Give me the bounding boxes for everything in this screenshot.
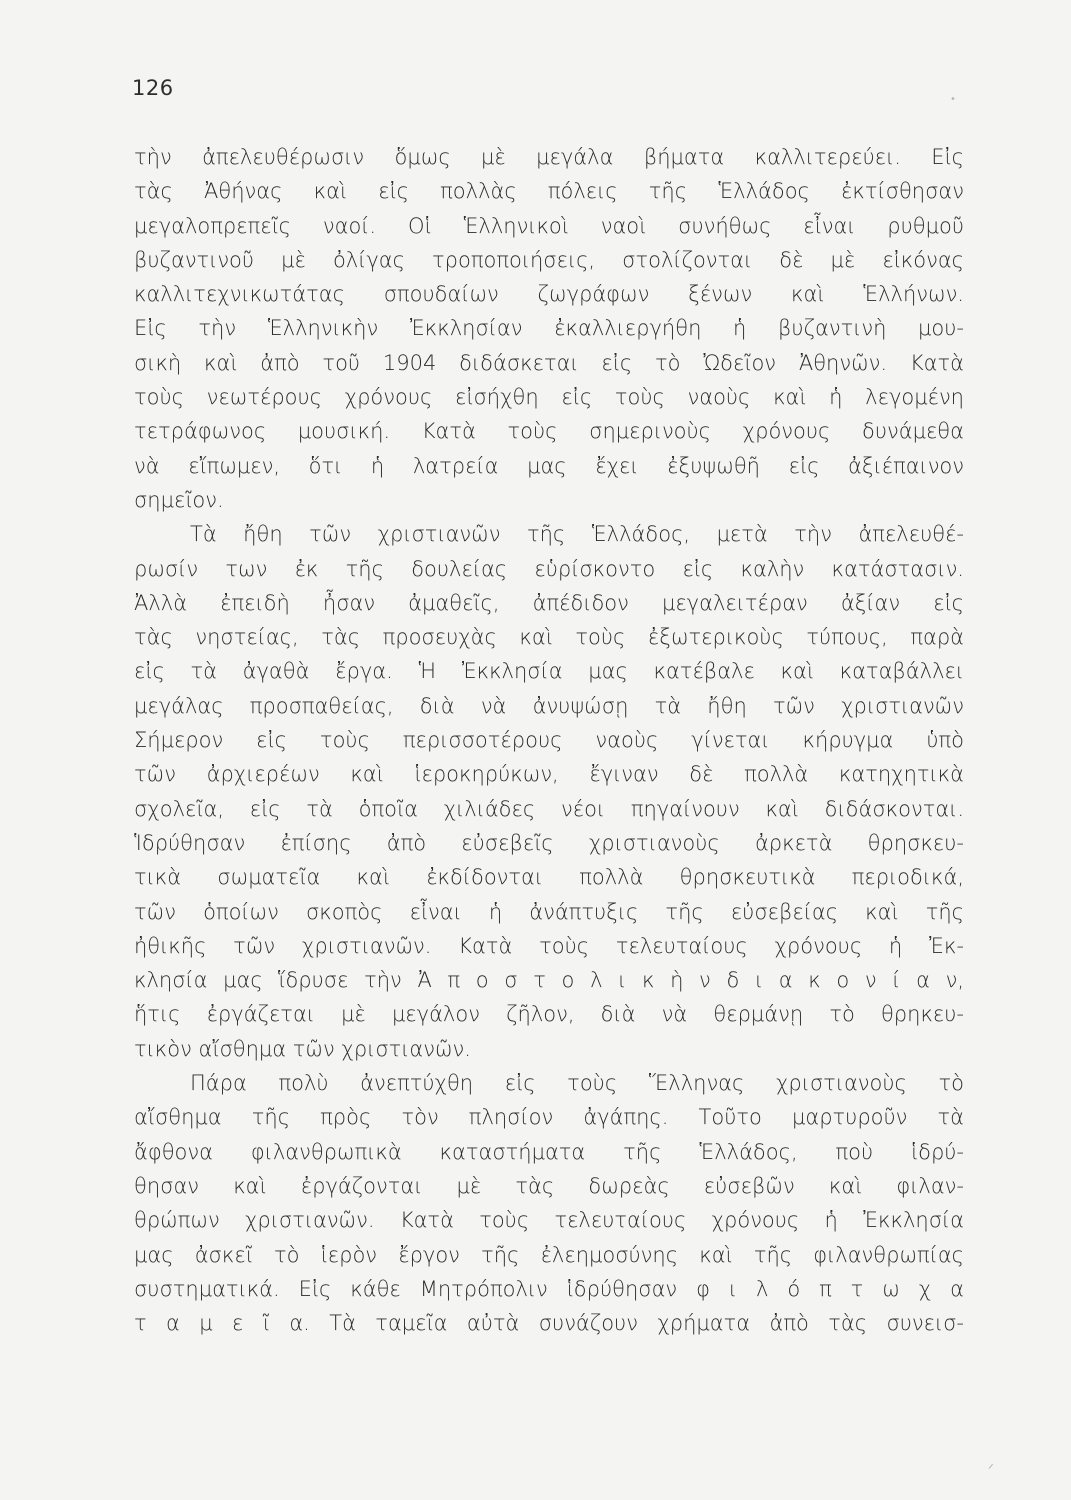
text-line: ἠθικῆς τῶν χριστιανῶν. Κατὰ τοὺς τελευταίους χρόνους ἡ Ἐκ- bbox=[134, 933, 964, 958]
text-line: ρωσίν των ἐκ τῆς δουλείας εὑρίσκοντο εἰς καλὴν κατάστασιν. bbox=[134, 556, 964, 581]
text-line: τικὸν αἴσθημα τῶν χριστιανῶν. bbox=[134, 1036, 471, 1061]
text-line: σικὴ καὶ ἀπὸ τοῦ 1904 διδάσκεται εἰς τὸ Ὠδεῖον Ἀθηνῶν. Κατὰ bbox=[134, 350, 964, 375]
text-line: Ἱδρύθησαν ἐπίσης ἀπὸ εὐσεβεῖς χριστιανοὺς ἀρκετὰ θρησκευ- bbox=[134, 830, 964, 855]
text-line: ἄφθονα φιλανθρωπικὰ καταστήματα τῆς Ἑλλάδος, ποὺ ἱδρύ- bbox=[134, 1139, 964, 1164]
text-line: σχολεῖα, εἰς τὰ ὁποῖα χιλιάδες νέοι πηγαίνουν καὶ διδάσκονται. bbox=[134, 796, 964, 821]
text-line: αἴσθημα τῆς πρὸς τὸν πλησίον ἀγάπης. Τοῦτο μαρτυροῦν τὰ bbox=[134, 1105, 964, 1130]
text-line: τ α μ ε ῖ α. Τὰ ταμεῖα αὐτὰ συνάζουν χρήματα ἀπὸ τὰς συνεισ- bbox=[134, 1311, 964, 1336]
text-line: μεγαλοπρεπεῖς ναοί. Οἱ Ἑλληνικοὶ ναοὶ συνήθως εἶναι ρυθμοῦ bbox=[134, 213, 964, 238]
text-line: κλησία μας ἵδρυσε τὴν Ἀ π ο σ τ ο λ ι κ ὴ ν δ ι α κ ο ν ί α ν, bbox=[134, 968, 964, 993]
text-line: βυζαντινοῦ μὲ ὀλίγας τροποποιήσεις, στολίζονται δὲ μὲ εἰκόνας bbox=[134, 247, 964, 272]
text-line: θρώπων χριστιανῶν. Κατὰ τοὺς τελευταίους χρόνους ἡ Ἐκκλησία bbox=[134, 1208, 964, 1233]
text-line: μεγάλας προσπαθείας, διὰ νὰ ἀνυψώσῃ τὰ ἤθη τῶν χριστιανῶν bbox=[134, 693, 964, 718]
page-number: 126 bbox=[132, 76, 174, 100]
text-line: τῶν ὁποίων σκοπὸς εἶναι ἡ ἀνάπτυξις τῆς εὐσεβείας καὶ τῆς bbox=[134, 899, 964, 924]
text-line: Εἰς τὴν Ἑλληνικὴν Ἐκκλησίαν ἐκαλλιεργήθη ἡ βυζαντινὴ μου- bbox=[134, 316, 964, 341]
text-line: τικὰ σωματεῖα καὶ ἐκδίδονται πολλὰ θρησκευτικὰ περιοδικά, bbox=[134, 865, 964, 890]
text-line: εἰς τὰ ἀγαθὰ ἔργα. Ἡ Ἐκκλησία μας κατέβαλε καὶ καταβάλλει bbox=[134, 659, 964, 684]
text-line: Σήμερον εἰς τοὺς περισσοτέρους ναοὺς γίνεται κήρυγμα ὑπὸ bbox=[134, 728, 964, 753]
text-line: καλλιτεχνικωτάτας σπουδαίων ζωγράφων ξένων καὶ Ἑλλήνων. bbox=[134, 282, 964, 307]
body-text bbox=[134, 140, 964, 1340]
text-line: μας ἀσκεῖ τὸ ἱερὸν ἔργον τῆς ἐλεημοσύνης καὶ τῆς φιλανθρωπίας bbox=[134, 1242, 964, 1267]
scan-speck: ᐟ bbox=[988, 1462, 994, 1478]
text-line: συστηματικά. Εἰς κάθε Μητρόπολιν ἱδρύθησαν φ ι λ ό π τ ω χ α bbox=[134, 1276, 964, 1301]
text-line: τετράφωνος μουσική. Κατὰ τοὺς σημερινοὺς χρόνους δυνάμεθα bbox=[134, 419, 964, 444]
text-line: τὰς νηστείας, τὰς προσευχὰς καὶ τοὺς ἐξωτερικοὺς τύπους, παρὰ bbox=[134, 625, 964, 650]
text-line: Τὰ ἤθη τῶν χριστιανῶν τῆς Ἑλλάδος, μετὰ τὴν ἀπελευθέ- bbox=[190, 522, 964, 547]
text-line: τοὺς νεωτέρους χρόνους εἰσήχθη εἰς τοὺς ναοὺς καὶ ἡ λεγομένη bbox=[134, 385, 964, 410]
text-line: τὴν ἀπελευθέρωσιν ὅμως μὲ μεγάλα βήματα καλλιτερεύει. Εἰς bbox=[134, 145, 964, 169]
scan-speck: • bbox=[950, 94, 956, 105]
text-line: νὰ εἴπωμεν, ὅτι ἡ λατρεία μας ἔχει ἐξυψωθῆ εἰς ἀξιέπαινον bbox=[134, 453, 964, 478]
text-line: θησαν καὶ ἐργάζονται μὲ τὰς δωρεὰς εὐσεβῶν καὶ φιλαν- bbox=[134, 1173, 964, 1198]
text-line: σημεῖον. bbox=[134, 487, 224, 512]
text-line: Ἀλλὰ ἐπειδὴ ἦσαν ἀμαθεῖς, ἀπέδιδον μεγαλειτέραν ἀξίαν εἰς bbox=[134, 590, 964, 615]
text-line: τῶν ἀρχιερέων καὶ ἱεροκηρύκων, ἔγιναν δὲ πολλὰ κατηχητικὰ bbox=[134, 762, 964, 787]
text-line: τὰς Ἀθήνας καὶ εἰς πολλὰς πόλεις τῆς Ἑλλάδος ἐκτίσθησαν bbox=[134, 179, 964, 204]
text-line: Πάρα πολὺ ἀνεπτύχθη εἰς τοὺς Ἕλληνας χριστιανοὺς τὸ bbox=[190, 1071, 964, 1096]
text-line: ἥτις ἐργάζεται μὲ μεγάλον ζῆλον, διὰ νὰ θερμάνῃ τὸ θρηκευ- bbox=[134, 1002, 964, 1027]
